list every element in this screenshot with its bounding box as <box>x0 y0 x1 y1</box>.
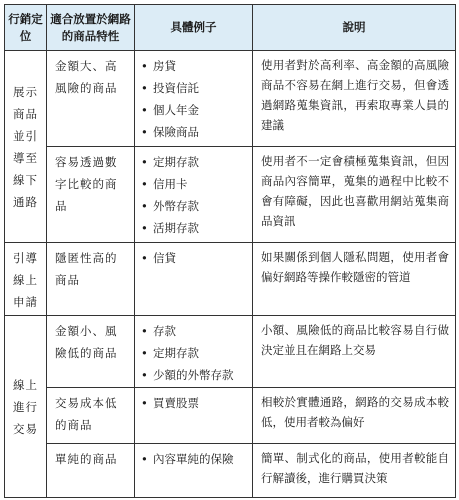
examples-list <box>141 55 248 143</box>
characteristic-cell: 容易透過數字比較的商品 <box>47 147 135 243</box>
list-item: • 房貸 <box>141 55 248 77</box>
table-row <box>5 51 456 147</box>
characteristic-cell: 隱匿性高的商品 <box>47 243 135 316</box>
table-row <box>5 316 456 388</box>
description-cell: 使用者不一定會積極蒐集資訊，但因商品內容簡單，蒐集的過程中比較不會有障礙，因此也喜歡用網站蒐集商品資訊 <box>253 147 456 243</box>
examples-list <box>141 247 248 269</box>
list-item: • 個人年金 <box>141 99 248 121</box>
examples-cell <box>135 51 253 147</box>
position-cell: 引導線上申請 <box>5 243 47 316</box>
examples-cell <box>135 444 253 498</box>
characteristic-cell: 單純的商品 <box>47 444 135 498</box>
list-item: • 定期存款 <box>141 342 248 364</box>
list-item: • 保險商品 <box>141 121 248 143</box>
header-row <box>5 5 456 51</box>
list-item: • 信用卡 <box>141 173 248 195</box>
list-item: • 定期存款 <box>141 151 248 173</box>
table-row <box>5 147 456 243</box>
position-cell: 線上進行交易 <box>5 316 47 498</box>
examples-cell <box>135 147 253 243</box>
description-cell: 相較於實體通路，網路的交易成本較低，使用者較為偏好 <box>253 388 456 444</box>
list-item: • 少額的外幣存款 <box>141 364 248 386</box>
list-item: • 買賣股票 <box>141 392 248 414</box>
list-item: • 存款 <box>141 320 248 342</box>
description-cell: 簡單、制式化的商品，使用者較能自行解讀後，進行購買決策 <box>253 444 456 498</box>
header-position: 行銷定位 <box>5 5 47 51</box>
list-item: • 信貸 <box>141 247 248 269</box>
marketing-table <box>4 4 456 498</box>
examples-cell <box>135 243 253 316</box>
list-item: • 內容單純的保險 <box>141 448 248 470</box>
header-characteristic: 適合放置於網路的商品特性 <box>47 5 135 51</box>
description-cell: 小額、風險低的商品比較容易自行做決定並且在網路上交易 <box>253 316 456 388</box>
table-row <box>5 444 456 498</box>
list-item: • 外幣存款 <box>141 195 248 217</box>
header-description: 說明 <box>253 5 456 51</box>
description-cell: 如果關係到個人隱私問題，使用者會偏好網路等操作較隱密的管道 <box>253 243 456 316</box>
characteristic-cell: 金額大、高風險的商品 <box>47 51 135 147</box>
examples-list <box>141 448 248 470</box>
table-row <box>5 243 456 316</box>
examples-list <box>141 320 248 386</box>
list-item: • 投資信託 <box>141 77 248 99</box>
table-row <box>5 388 456 444</box>
examples-cell <box>135 316 253 388</box>
position-cell: 展示商品並引導至線下通路 <box>5 51 47 243</box>
characteristic-cell: 交易成本低的商品 <box>47 388 135 444</box>
header-examples: 具體例子 <box>135 5 253 51</box>
examples-list <box>141 151 248 239</box>
list-item: • 活期存款 <box>141 217 248 239</box>
examples-list <box>141 392 248 414</box>
examples-cell <box>135 388 253 444</box>
characteristic-cell: 金額小、風險低的商品 <box>47 316 135 388</box>
description-cell: 使用者對於高利率、高金額的高風險商品不容易在網上進行交易，但會透過網路蒐集資訊，再索取專業人員的建議 <box>253 51 456 147</box>
